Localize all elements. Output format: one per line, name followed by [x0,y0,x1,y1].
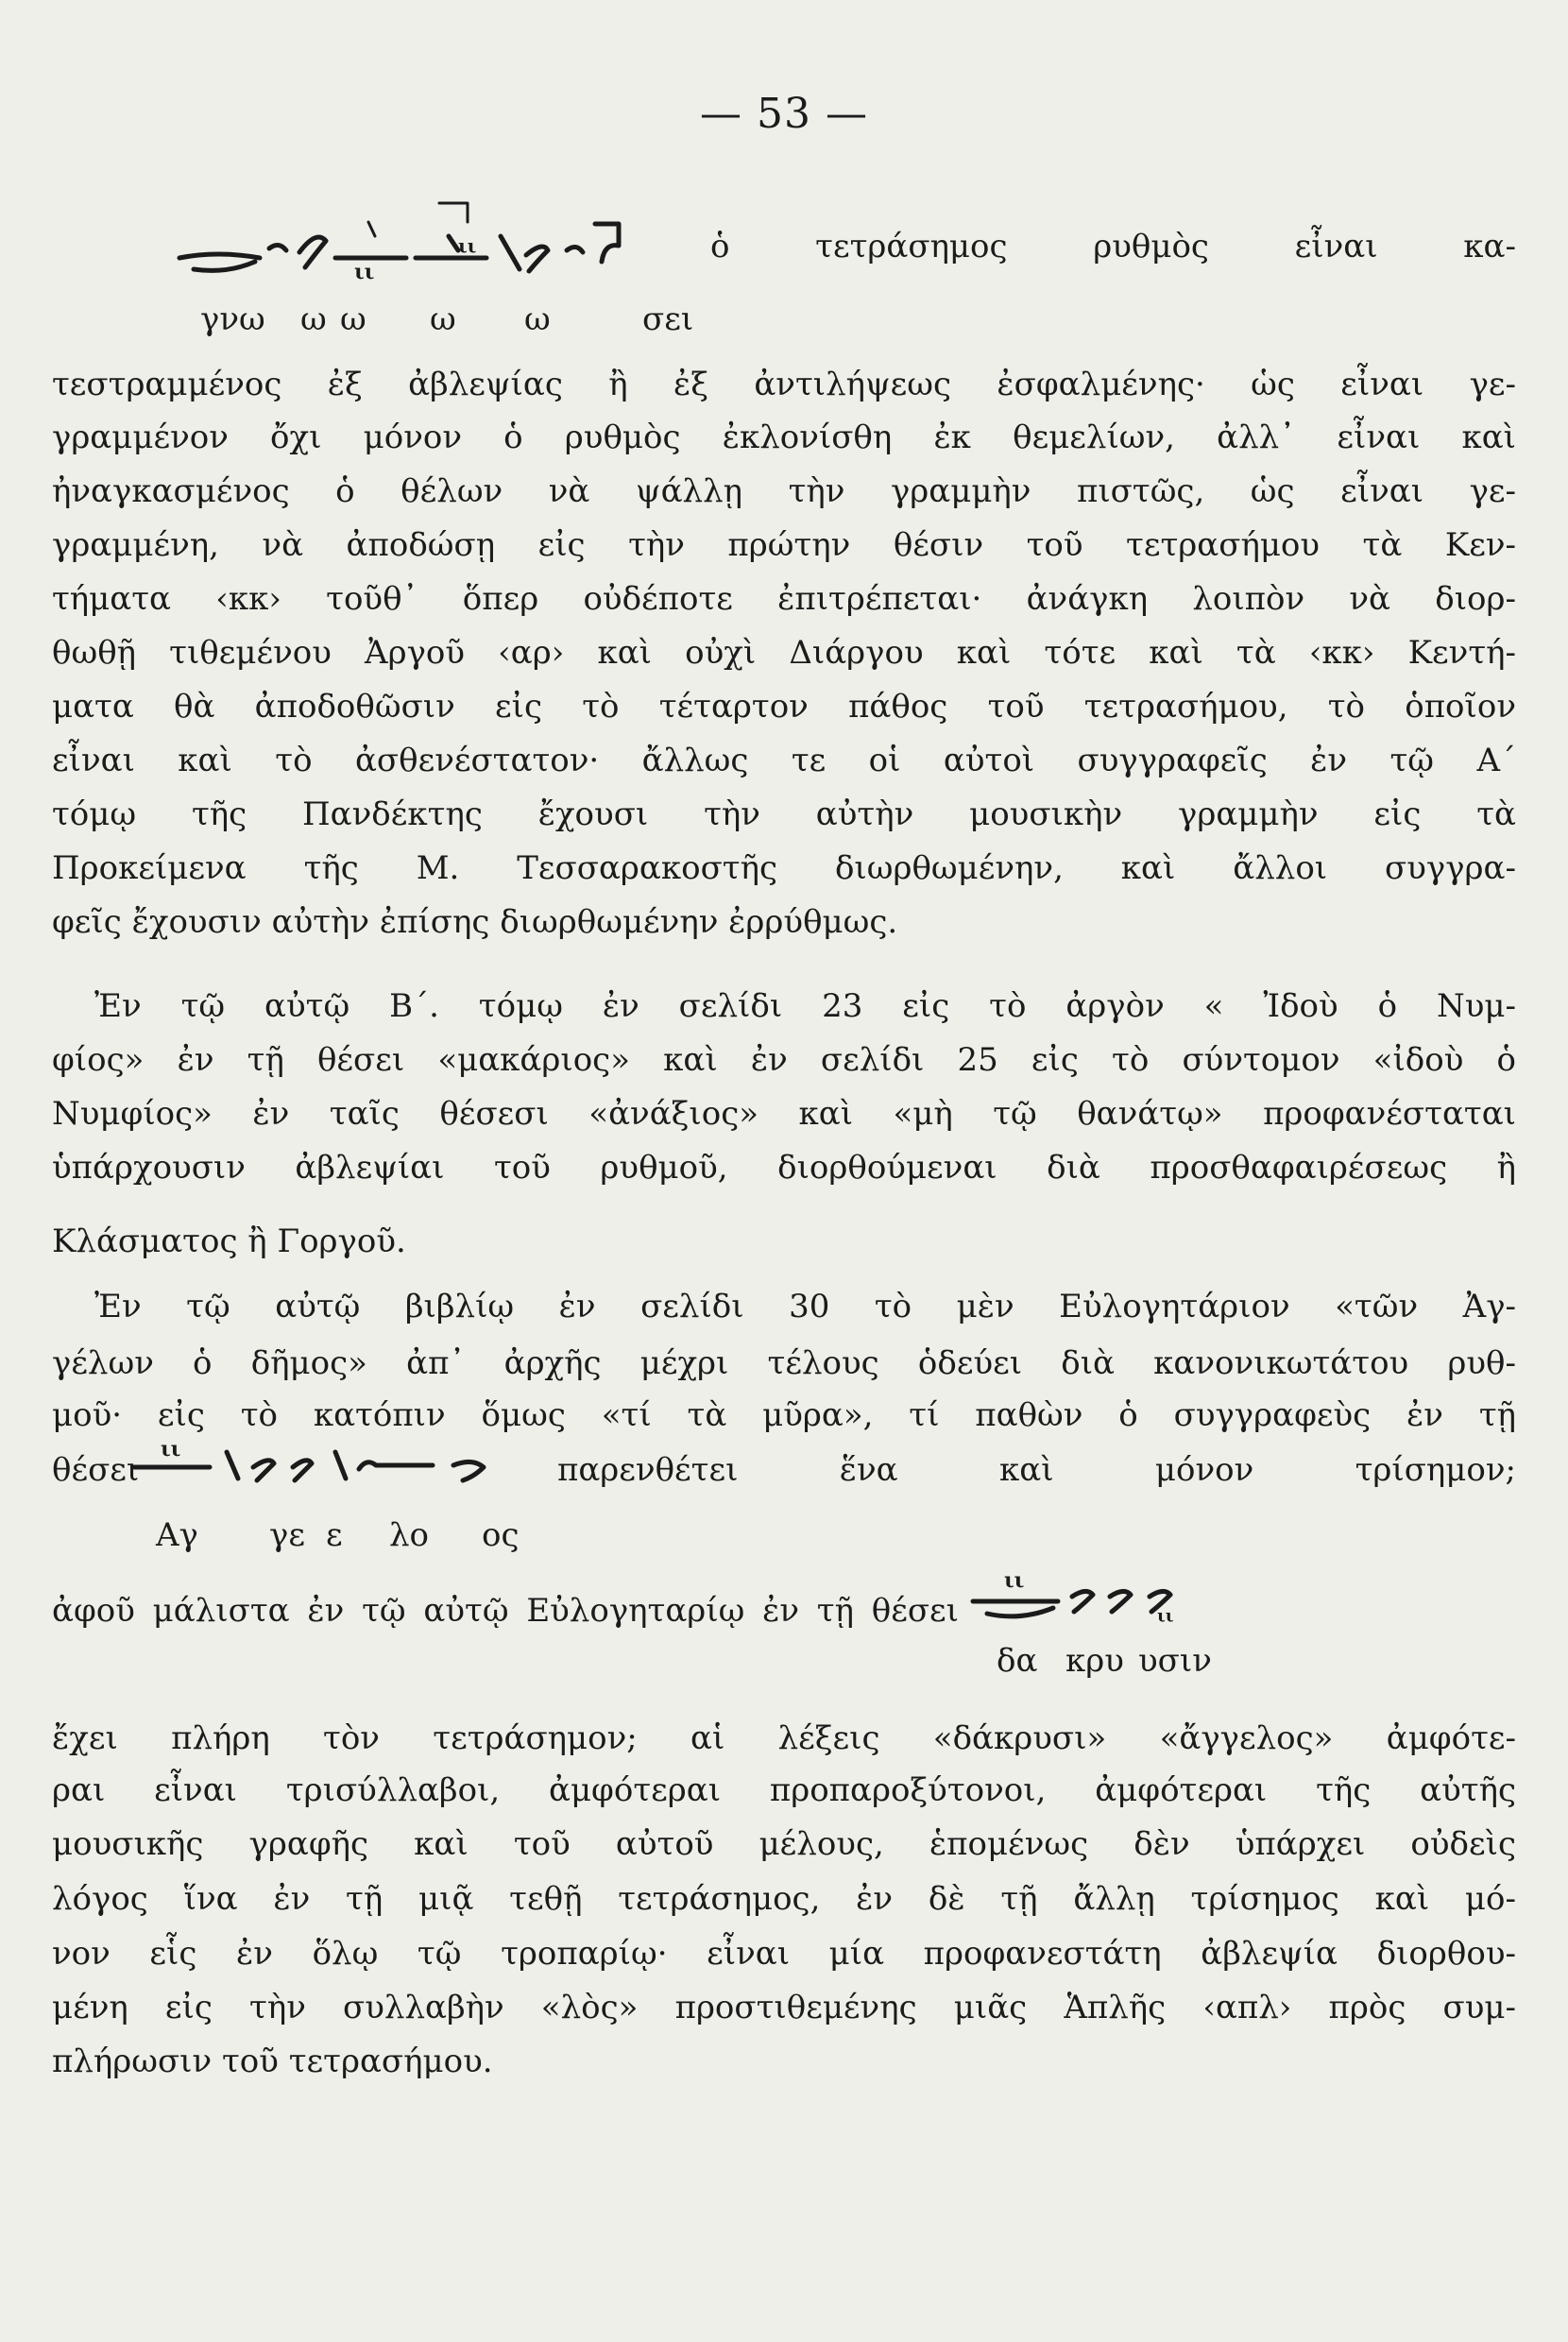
music-1-syllable: ω [524,300,551,338]
svg-text:ιι: ιι [354,260,375,284]
text-line: θέσει [52,1451,140,1489]
svg-text:ιι: ιι [1157,1606,1174,1626]
text-line: τόμῳ τῆς Πανδέκτης ἔχουσι τὴν αὐτὴν μουσικὴν γραμμὴν εἰς τὰ [52,795,1516,833]
neume-line-2-icon [132,1431,576,1488]
text-line: φεῖς ἔχουσιν αὐτὴν ἐπίσης διωρθωμένην ἐρρύθμως. [52,903,898,941]
text-line: μουσικῆς γραφῆς καὶ τοῦ αὐτοῦ μέλους, ἑπομένως δὲν ὑπάρχει οὐδεὶς [52,1825,1516,1863]
music-2-syllable: Αγ [156,1516,198,1554]
music-1-syllable: ω [430,300,456,338]
music-2-syllable: λο [389,1516,430,1554]
music-3-syllable: υσιν [1138,1642,1212,1680]
music-3-syllable: δα [997,1642,1038,1680]
text-line: θωθῇ τιθεμένου Ἀργοῦ ‹αρ› καὶ οὐχὶ Διάργου καὶ τότε καὶ τὰ ‹κκ› Κεντή- [52,634,1516,672]
text-line: γραμμένη, νὰ ἀποδώσῃ εἰς τὴν πρώτην θέσιν τοῦ τετρασήμου τὰ Κεν- [52,526,1516,564]
text-line: εἶναι καὶ τὸ ἀσθενέστατον· ἄλλως τε οἱ αὐτοὶ συγγραφεῖς ἐν τῷ Α΄ [52,742,1516,779]
text-line: Ἐν τῷ αὐτῷ Β΄. τόμῳ ἐν σελίδι 23 εἰς τὸ ἀργὸν « Ἰδοὺ ὁ Νυμ- [94,987,1516,1025]
text-line: Νυμφίος» ἐν ταῖς θέσεσι «ἀνάξιος» καὶ «μὴ τῷ θανάτῳ» προφανέσταται [52,1095,1516,1133]
text-line: ραι εἶναι τρισύλλαβοι, ἀμφότεραι προπαροξύτονοι, ἀμφότεραι τῆς αὐτῆς [52,1771,1516,1809]
text-line: παρενθέτει ἕνα καὶ μόνον τρίσημον; [557,1451,1516,1489]
neume-line-3-icon [968,1559,1233,1634]
text-line: ἀφοῦ μάλιστα ἐν τῷ αὐτῷ Εὐλογηταρίῳ ἐν τῇ θέσει [52,1592,959,1630]
music-1-syllable: σει [642,300,694,338]
neume-line-1-icon [175,184,685,288]
text-line: τήματα ‹κκ› τοῦθ᾽ ὅπερ οὐδέποτε ἐπιτρέπεται· ἀνάγκη λοιπὸν νὰ διορ- [52,580,1516,618]
music-2-syllable: ος [482,1516,520,1554]
text-line: μοῦ· εἰς τὸ κατόπιν ὅμως «τί τὰ μῦρα», τί παθὼν ὁ συγγραφεὺς ἐν τῇ [52,1396,1516,1434]
music-1-syllable: γνω [200,300,265,338]
svg-text:ιι: ιι [458,234,477,257]
svg-text:ιι: ιι [1004,1568,1025,1593]
svg-text:ιι: ιι [161,1437,181,1462]
music-2-syllable: γε [269,1516,305,1554]
text-line: τεστραμμένος ἐξ ἀβλεψίας ἢ ἐξ ἀντιλήψεως ἐσφαλμένης· ὡς εἶναι γε- [52,366,1516,403]
music-3-syllable: κρυ [1065,1642,1124,1680]
music-1-syllable: ω [340,300,366,338]
text-line: ἔχει πλήρη τὸν τετράσημον; αἱ λέξεις «δάκρυσι» «ἄγγελος» ἀμφότε- [52,1719,1516,1757]
text-line: ὑπάρχουσιν ἀβλεψίαι τοῦ ρυθμοῦ, διορθούμεναι διὰ προσθαφαιρέσεως ἢ [52,1149,1516,1187]
text-line: γραμμένον ὄχι μόνον ὁ ρυθμὸς ἐκλονίσθη ἐκ θεμελίων, ἀλλ᾽ εἶναι καὶ [52,419,1516,456]
text-line: Ἐν τῷ αὐτῷ βιβλίῳ ἐν σελίδι 30 τὸ μὲν Εὐλογητάριον «τῶν Ἀγ- [94,1288,1516,1325]
text-line: λόγος ἵνα ἐν τῇ μιᾷ τεθῇ τετράσημος, ἐν δὲ τῇ ἄλλῃ τρίσημος καὶ μό- [52,1880,1516,1918]
text-line: γέλων ὁ δῆμος» ἀπ᾽ ἀρχῆς μέχρι τέλους ὁδεύει διὰ κανονικωτάτου ρυθ- [52,1344,1516,1382]
text-line: ὁ τετράσημος ρυθμὸς εἶναι κα- [710,228,1516,265]
text-line: φίος» ἐν τῇ θέσει «μακάριος» καὶ ἐν σελίδι 25 εἰς τὸ σύντομον «ἰδοὺ ὁ [52,1041,1516,1079]
text-line: πλήρωσιν τοῦ τετρασήμου. [52,2043,493,2080]
text-line: ματα θὰ ἀποδοθῶσιν εἰς τὸ τέταρτον πάθος τοῦ τετρασήμου, τὸ ὁποῖον [52,688,1516,726]
text-line: μένη εἰς τὴν συλλαβὴν «λὸς» προστιθεμένης μιᾶς Ἁπλῆς ‹απλ› πρὸς συμ- [52,1989,1516,2026]
music-1-syllable: ω [300,300,327,338]
page-number: — 53 — [700,90,868,138]
text-line: ἠναγκασμένος ὁ θέλων νὰ ψάλλῃ τὴν γραμμὴν πιστῶς, ὡς εἶναι γε- [52,472,1516,510]
text-line: Κλάσματος ἢ Γοργοῦ. [52,1222,406,1260]
text-line: Προκείμενα τῆς Μ. Τεσσαρακοστῆς διωρθωμένην, καὶ ἄλλοι συγγρα- [52,849,1516,887]
music-2-syllable: ε [326,1516,343,1554]
text-line: νον εἷς ἐν ὅλῳ τῷ τροπαρίῳ· εἶναι μία προφανεστάτη ἀβλεψία διορθου- [52,1935,1516,1973]
